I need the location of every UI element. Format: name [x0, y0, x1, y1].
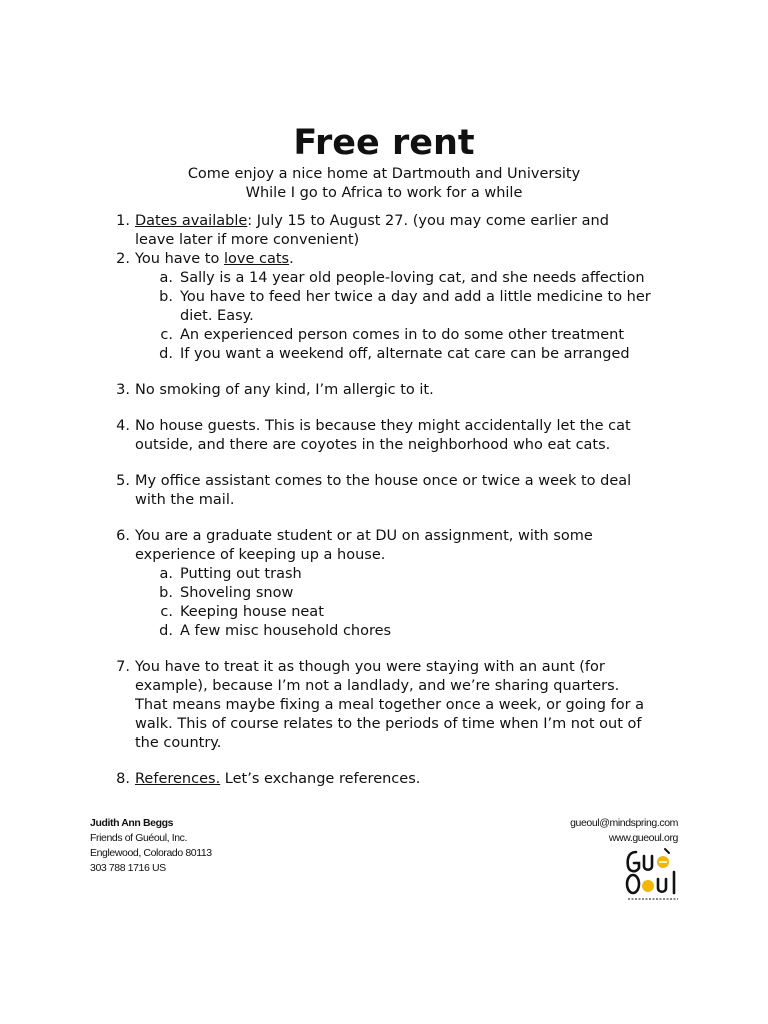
- contact-phone: 303 788 1716 US: [90, 862, 166, 874]
- list-item-6: [100, 527, 680, 565]
- sub-item-letter: d.: [159, 623, 173, 639]
- contact-city: Englewood, Colorado 80113: [90, 847, 212, 859]
- item-text: That means maybe fixing a meal together once a week, or going for a: [135, 697, 645, 713]
- sub-item-letter: b.: [159, 585, 173, 601]
- subtitle-line-2: While I go to Africa to work for a while: [245, 185, 523, 201]
- sub-item-text: diet. Easy.: [180, 308, 254, 324]
- sub-item-text: Keeping house neat: [180, 604, 324, 620]
- sub-item-text: You have to feed her twice a day and add a little medicine to her: [180, 289, 651, 305]
- sub-item-a: [135, 269, 680, 288]
- item-text: : July 15 to August 27. (you may come earlier and: [247, 213, 609, 229]
- list-item-8: [100, 770, 680, 789]
- dates-available-label: Dates available: [135, 213, 248, 229]
- sub-item-text: Sally is a 14 year old people-loving cat, and she needs affection: [180, 270, 645, 286]
- item-number: 1.: [116, 213, 130, 229]
- item-number: 6.: [116, 528, 130, 544]
- sub-item-text: Shoveling snow: [180, 585, 294, 601]
- list-item-2: [100, 250, 680, 269]
- cat-sublist: [100, 269, 680, 364]
- sub-item-letter: c.: [160, 327, 173, 343]
- sub-item-b: [135, 288, 680, 326]
- list-item-4: [100, 417, 680, 455]
- sub-item-text: An experienced person comes in to do some other treatment: [180, 327, 624, 343]
- references-label: References.: [135, 771, 221, 787]
- item-text: the country.: [135, 735, 222, 751]
- list-item-3: [100, 381, 680, 400]
- sub-item-d: [135, 345, 680, 364]
- sub-item-c: [135, 326, 680, 345]
- contact-email[interactable]: gueoul@mindspring.com: [570, 817, 678, 829]
- web-contact-block: [570, 816, 678, 846]
- gueoul-logo-icon: [622, 846, 684, 902]
- item-number: 5.: [116, 473, 130, 489]
- contact-block: [90, 816, 212, 876]
- sub-item-text: A few misc household chores: [180, 623, 392, 639]
- item-text: walk. This of course relates to the periods of time when I’m not out of: [135, 716, 642, 732]
- item-text: My office assistant comes to the house once or twice a week to deal: [135, 473, 632, 489]
- item-text: leave later if more convenient): [135, 232, 360, 248]
- item-text: outside, and there are coyotes in the neighborhood who eat cats.: [135, 437, 611, 453]
- subtitle-line-1: Come enjoy a nice home at Dartmouth and University: [187, 166, 581, 182]
- item-text: You are a graduate student or at DU on assignment, with some: [135, 528, 593, 544]
- list-item-7: [100, 658, 680, 753]
- item-text: example), because I’m not a landlady, and we’re sharing quarters.: [135, 678, 620, 694]
- item-number: 3.: [116, 382, 130, 398]
- list-item-5: [100, 472, 680, 510]
- sub-item-letter: c.: [160, 604, 173, 620]
- item-number: 4.: [116, 418, 130, 434]
- contact-name: Judith Ann Beggs: [90, 817, 174, 829]
- item-number: 7.: [116, 659, 130, 675]
- chores-sublist: [100, 565, 680, 641]
- love-cats-label: love cats: [223, 251, 290, 267]
- contact-org: Friends of Guéoul, Inc.: [90, 832, 188, 844]
- rules-list: [100, 212, 680, 789]
- item-text: Let’s exchange references.: [220, 771, 421, 787]
- sub-item-letter: d.: [159, 346, 173, 362]
- item-text: You have to: [135, 251, 224, 267]
- item-text: experience of keeping up a house.: [135, 547, 386, 563]
- sub-item-text: If you want a weekend off, alternate cat care can be arranged: [180, 346, 630, 362]
- sub-item-d: [135, 622, 680, 641]
- sub-item-a: [135, 565, 680, 584]
- item-number: 8.: [116, 771, 130, 787]
- item-text: .: [289, 251, 294, 267]
- sub-item-letter: a.: [159, 566, 173, 582]
- sub-item-text: Putting out trash: [180, 566, 302, 582]
- list-item-1: [100, 212, 680, 250]
- item-text: No house guests. This is because they might accidentally let the cat: [135, 418, 631, 434]
- page-title: Free rent: [293, 123, 475, 163]
- item-text: with the mail.: [135, 492, 235, 508]
- sub-item-letter: a.: [159, 270, 173, 286]
- item-number: 2.: [116, 251, 130, 267]
- item-text: No smoking of any kind, I’m allergic to it.: [135, 382, 434, 398]
- item-text: You have to treat it as though you were staying with an aunt (for: [135, 659, 605, 675]
- sub-item-c: [135, 603, 680, 622]
- contact-website[interactable]: www.gueoul.org: [608, 832, 678, 844]
- sub-item-letter: b.: [159, 289, 173, 305]
- sub-item-b: [135, 584, 680, 603]
